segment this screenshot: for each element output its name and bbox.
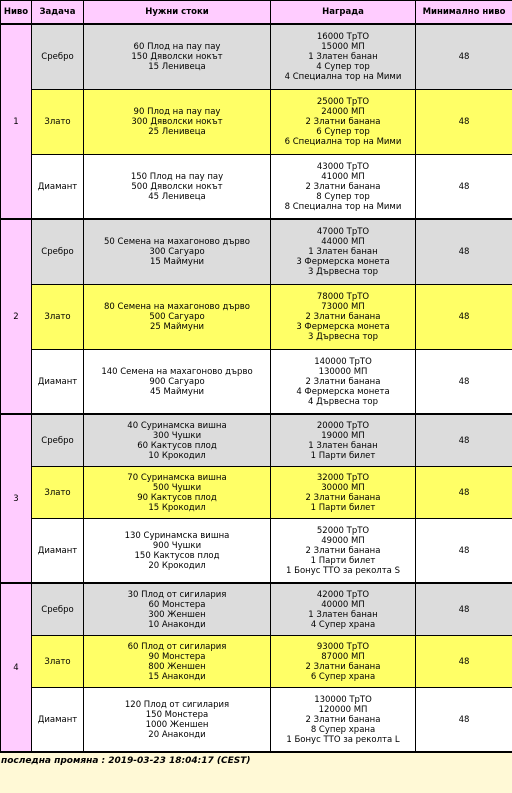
reward-cell (271, 415, 416, 467)
header-level: Ниво (1, 1, 32, 25)
reward-line: 2 Златни банана (305, 117, 381, 127)
reward-line: 20000 ТрТО (316, 420, 370, 431)
goods-cell (84, 350, 271, 415)
table-row (1, 155, 512, 220)
reward-line: 1 Парти билет (310, 450, 376, 461)
table-row (1, 350, 512, 415)
reward-line: 6 Специална тор на Мими (284, 137, 402, 147)
reward-line: 1 Златен банан (308, 52, 378, 62)
goods-line: 90 Плод на пау пау (133, 107, 221, 117)
reward-line: 44000 МП (321, 237, 365, 247)
reward-cell (271, 584, 416, 636)
reward-line: 2 Златни банана (305, 312, 381, 322)
reward-line: 8 Специална тор на Мими (284, 201, 402, 212)
goods-line: 15 Ленивеца (148, 62, 206, 72)
task-cell: Злато (32, 285, 84, 350)
table-row (1, 285, 512, 350)
goods-line: 150 Дяволски нокът (131, 52, 223, 62)
goods-line: 60 Кактусов плод (137, 440, 217, 451)
goods-cell (84, 636, 271, 688)
goods-line: 800 Женшен (148, 661, 206, 672)
goods-line: 120 Плод от сигилария (124, 699, 230, 710)
reward-line: 42000 ТрТО (316, 589, 370, 600)
goods-line: 60 Плод от сигилария (127, 641, 227, 652)
goods-line: 10 Анаконди (148, 619, 206, 630)
reward-line: 140000 ТрТО (314, 356, 372, 367)
table-row (1, 90, 512, 155)
reward-cell (271, 220, 416, 285)
task-cell: Злато (32, 467, 84, 519)
goods-line: 500 Сагуаро (149, 312, 205, 322)
goods-line: 30 Плод от сигилария (127, 589, 227, 600)
goods-line: 130 Суринамска вишна (124, 530, 230, 541)
header-task: Задача (32, 1, 84, 25)
goods-cell (84, 688, 271, 753)
reward-cell (271, 350, 416, 415)
reward-line: 73000 МП (321, 302, 365, 312)
task-cell: Диамант (32, 155, 84, 220)
table-row (1, 25, 512, 90)
goods-line: 80 Семена на махагоново дърво (104, 302, 250, 312)
reward-line: 32000 ТрТО (316, 472, 370, 483)
level-cell: 1 (1, 25, 32, 220)
min-level-cell: 48 (416, 90, 512, 155)
level-cell: 3 (1, 415, 32, 584)
task-cell: Диамант (32, 350, 84, 415)
task-cell: Злато (32, 90, 84, 155)
goods-line: 20 Анаконди (148, 729, 206, 740)
goods-line: 70 Суринамска вишна (127, 472, 227, 483)
min-level-cell: 48 (416, 155, 512, 220)
reward-line: 40000 МП (321, 599, 365, 610)
goods-cell (84, 467, 271, 519)
reward-line: 1 Парти билет (310, 555, 376, 566)
reward-line: 4 Супер храна (310, 619, 376, 630)
table-row (1, 519, 512, 584)
goods-line: 900 Сагуаро (149, 376, 205, 387)
reward-line: 130000 МП (318, 366, 368, 377)
goods-line: 300 Дяволски нокът (131, 117, 223, 127)
reward-line: 30000 МП (321, 482, 365, 493)
min-level-cell: 48 (416, 467, 512, 519)
goods-line: 50 Семена на махагоново дърво (104, 237, 250, 247)
reward-line: 2 Златни банана (305, 181, 381, 192)
reward-line: 2 Златни банана (305, 376, 381, 387)
reward-line: 1 Златен банан (308, 247, 378, 257)
reward-line: 1 Златен банан (308, 440, 378, 451)
goods-cell (84, 415, 271, 467)
table-body (1, 25, 512, 753)
reward-line: 3 Фермерска монета (296, 322, 390, 332)
table-row (1, 636, 512, 688)
reward-line: 2 Златни банана (305, 661, 381, 672)
goods-cell (84, 25, 271, 90)
min-level-cell: 48 (416, 350, 512, 415)
task-cell: Сребро (32, 220, 84, 285)
reward-line: 4 Специална тор на Мими (284, 72, 402, 82)
reward-line: 93000 ТрТО (316, 641, 370, 652)
goods-line: 150 Плод на пау пау (130, 171, 224, 182)
reward-line: 4 Дървесна тор (307, 396, 379, 407)
reward-line: 15000 МП (321, 42, 365, 52)
goods-line: 45 Ленивеца (148, 191, 206, 202)
reward-line: 25000 ТрТО (316, 97, 370, 107)
reward-line: 4 Супер тор (316, 62, 370, 72)
min-level-cell: 48 (416, 220, 512, 285)
goods-line: 40 Суринамска вишна (127, 420, 227, 431)
goods-line: 90 Монстера (148, 651, 206, 662)
task-cell: Диамант (32, 519, 84, 584)
reward-line: 2 Златни банана (305, 545, 381, 556)
goods-line: 300 Сагуаро (149, 247, 205, 257)
reward-line: 6 Супер храна (310, 671, 376, 682)
level-cell: 2 (1, 220, 32, 415)
goods-line: 300 Чушки (152, 430, 202, 441)
table-row (1, 584, 512, 636)
reward-line: 1 Парти билет (310, 502, 376, 513)
last-modified: последна промяна : 2019-03-23 18:04:17 (CEST) (1, 756, 251, 766)
goods-line: 10 Крокодил (148, 450, 206, 461)
header-reward: Награда (271, 1, 416, 25)
min-level-cell: 48 (416, 285, 512, 350)
level-cell: 4 (1, 584, 32, 753)
goods-line: 60 Монстера (148, 599, 206, 610)
min-level-cell: 48 (416, 636, 512, 688)
task-cell: Сребро (32, 415, 84, 467)
goods-line: 25 Маймуни (149, 322, 205, 332)
goods-line: 60 Плод на пау пау (133, 42, 221, 52)
reward-line: 52000 ТрТО (316, 525, 370, 536)
reward-line: 3 Фермерска монета (296, 257, 390, 267)
goods-line: 20 Крокодил (148, 560, 206, 571)
goods-cell (84, 519, 271, 584)
reward-line: 16000 ТрТО (316, 32, 370, 42)
reward-line: 1 Бонус ТТО за реколта L (286, 734, 400, 745)
reward-line: 2 Златни банана (305, 714, 381, 725)
goods-cell (84, 155, 271, 220)
reward-cell (271, 467, 416, 519)
reward-line: 2 Златни банана (305, 492, 381, 503)
reward-line: 87000 МП (321, 651, 365, 662)
reward-line: 130000 ТрТО (314, 694, 372, 705)
reward-line: 24000 МП (321, 107, 365, 117)
table-row (1, 220, 512, 285)
reward-line: 3 Дървесна тор (307, 267, 379, 277)
min-level-cell: 48 (416, 415, 512, 467)
goods-cell (84, 584, 271, 636)
reward-line: 78000 ТрТО (316, 292, 370, 302)
reward-line: 47000 ТрТО (316, 227, 370, 237)
goods-line: 90 Кактусов плод (137, 492, 217, 503)
goods-line: 15 Анаконди (148, 671, 206, 682)
goods-line: 150 Монстера (145, 709, 209, 720)
reward-cell (271, 90, 416, 155)
reward-cell (271, 519, 416, 584)
reward-line: 41000 МП (321, 171, 365, 182)
reward-cell (271, 688, 416, 753)
min-level-cell: 48 (416, 519, 512, 584)
goods-cell (84, 220, 271, 285)
reward-line: 4 Фермерска монета (296, 386, 390, 397)
reward-line: 1 Златен банан (308, 609, 378, 620)
min-level-cell: 48 (416, 584, 512, 636)
goods-line: 140 Семена на махагоново дърво (101, 366, 253, 377)
reward-line: 8 Супер тор (316, 191, 370, 202)
reward-line: 120000 МП (318, 704, 368, 715)
goods-line: 300 Женшен (148, 609, 206, 620)
reward-cell (271, 636, 416, 688)
goods-line: 1000 Женшен (145, 719, 209, 730)
reward-line: 43000 ТрТО (316, 161, 370, 172)
reward-line: 3 Дървесна тор (307, 332, 379, 342)
goods-line: 150 Кактусов плод (134, 550, 220, 561)
header-row (1, 1, 512, 25)
task-cell: Сребро (32, 584, 84, 636)
reward-line: 1 Бонус ТТО за реколта S (286, 565, 400, 576)
reward-line: 49000 МП (321, 535, 365, 546)
header-goods: Нужни стоки (84, 1, 271, 25)
min-level-cell: 48 (416, 25, 512, 90)
header-min-level: Минимално ниво (416, 1, 512, 25)
task-cell: Диамант (32, 688, 84, 753)
reward-cell (271, 155, 416, 220)
goods-line: 500 Дяволски нокът (131, 181, 223, 192)
goods-line: 500 Чушки (152, 482, 202, 493)
task-cell: Злато (32, 636, 84, 688)
table-row (1, 415, 512, 467)
goods-line: 900 Чушки (152, 540, 202, 551)
goods-line: 45 Маймуни (149, 386, 205, 397)
goods-cell (84, 285, 271, 350)
reward-line: 19000 МП (321, 430, 365, 441)
reward-cell (271, 25, 416, 90)
goods-line: 25 Ленивеца (148, 127, 206, 137)
table-row (1, 467, 512, 519)
table-row (1, 688, 512, 753)
reward-line: 6 Супер тор (316, 127, 370, 137)
reward-cell (271, 285, 416, 350)
goods-line: 15 Крокодил (148, 502, 206, 513)
goods-line: 15 Маймуни (149, 257, 205, 267)
reward-line: 8 Супер храна (310, 724, 376, 735)
min-level-cell: 48 (416, 688, 512, 753)
goods-cell (84, 90, 271, 155)
task-cell: Сребро (32, 25, 84, 90)
